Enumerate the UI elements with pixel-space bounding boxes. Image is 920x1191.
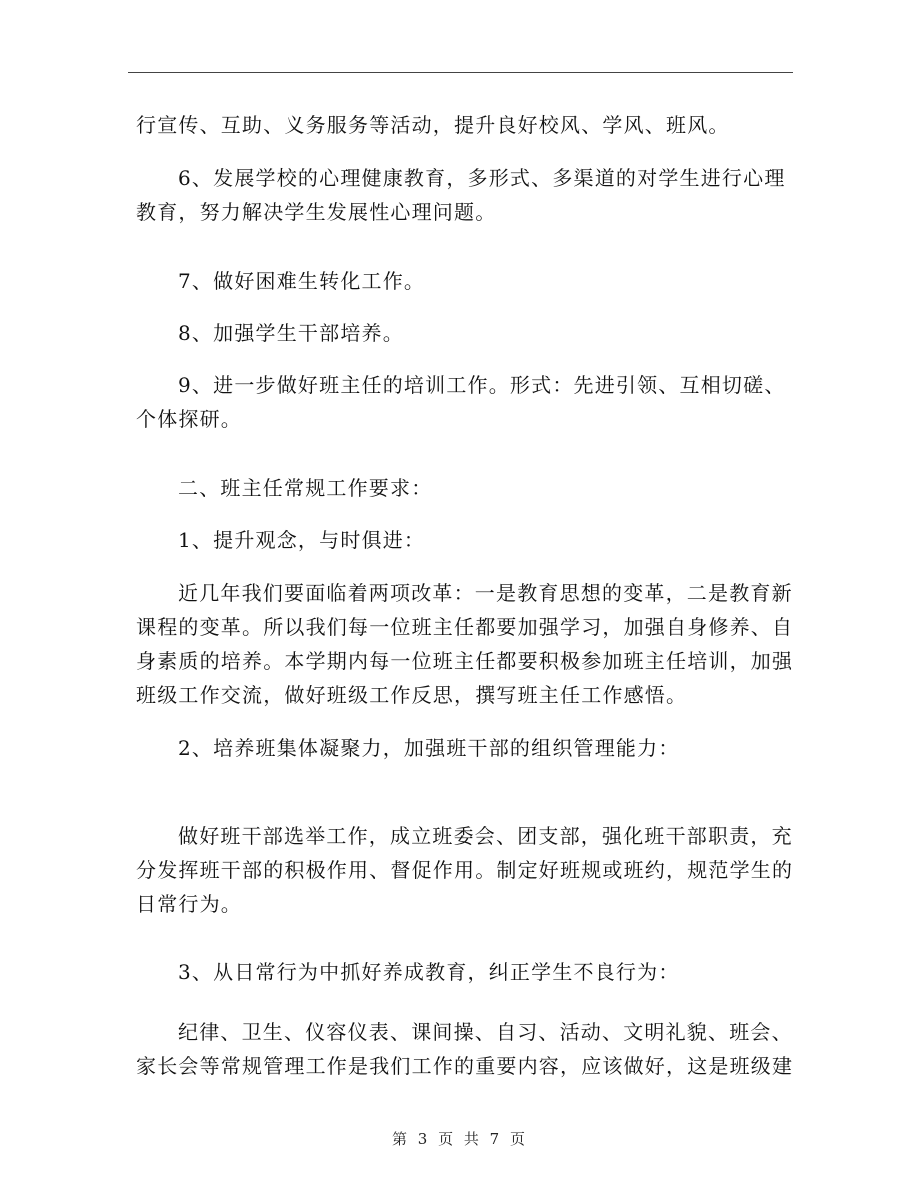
text-line: 教育，努力解决学生发展性心理问题。 [136,200,497,224]
subheading-1 [178,523,838,557]
paragraph-item-8 [178,316,838,350]
text-line: 二、班主任常规工作要求： [178,476,433,500]
text-line: 8、加强学生干部培养。 [178,321,404,345]
text-line: 分发挥班干部的积极作用、督促作用。制定好班规或班约，规范学生的 [136,858,794,882]
text-line: 日常行为。 [136,892,242,916]
paragraph-item-7 [178,264,838,298]
paragraph-class-cadre [136,819,796,921]
text-line: 课程的变革。所以我们每一位班主任都要加强学习，加强自身修养、自 [136,615,794,639]
text-line: 行宣传、互助、义务服务等活动，提升良好校风、学风、班风。 [136,113,730,137]
text-line: 6、发展学校的心理健康教育，多形式、多渠道的对学生进行心理 [178,166,786,190]
text-line: 近几年我们要面临着两项改革：一是教育思想的变革，二是教育新 [178,581,793,605]
paragraph-continuation [136,108,796,142]
subheading-3 [178,955,838,989]
text-line: 班级工作交流，做好班级工作反思，撰写班主任工作感悟。 [136,683,688,707]
text-line: 1、提升观念，与时俱进： [178,528,426,552]
text-line: 家长会等常规管理工作是我们工作的重要内容，应该做好，这是班级建 [136,1054,794,1078]
paragraph-item-9 [136,368,796,436]
page-number: 第 3 页 共 7 页 [392,1130,528,1148]
text-line: 2、培养班集体凝聚力，加强班干部的组织管理能力： [178,736,680,760]
text-line: 3、从日常行为中抓好养成教育，纠正学生不良行为： [178,960,680,984]
section-heading-2 [178,471,838,505]
subheading-2 [178,731,838,765]
text-line: 7、做好困难生转化工作。 [178,269,426,293]
paragraph-reform [136,576,796,712]
paragraph-discipline [136,1015,796,1083]
paragraph-item-6 [136,161,796,229]
text-line: 做好班干部选举工作，成立班委会、团支部，强化班干部职责，充 [178,824,793,848]
text-line: 个体探研。 [136,407,242,431]
text-line: 身素质的培养。本学期内每一位班主任都要积极参加班主任培训，加强 [136,649,794,673]
text-line: 纪律、卫生、仪容仪表、课间操、自习、活动、文明礼貌、班会、 [178,1020,793,1044]
header-rule [128,72,793,73]
text-line: 9、进一步做好班主任的培训工作。形式：先进引领、互相切磋、 [178,373,786,397]
